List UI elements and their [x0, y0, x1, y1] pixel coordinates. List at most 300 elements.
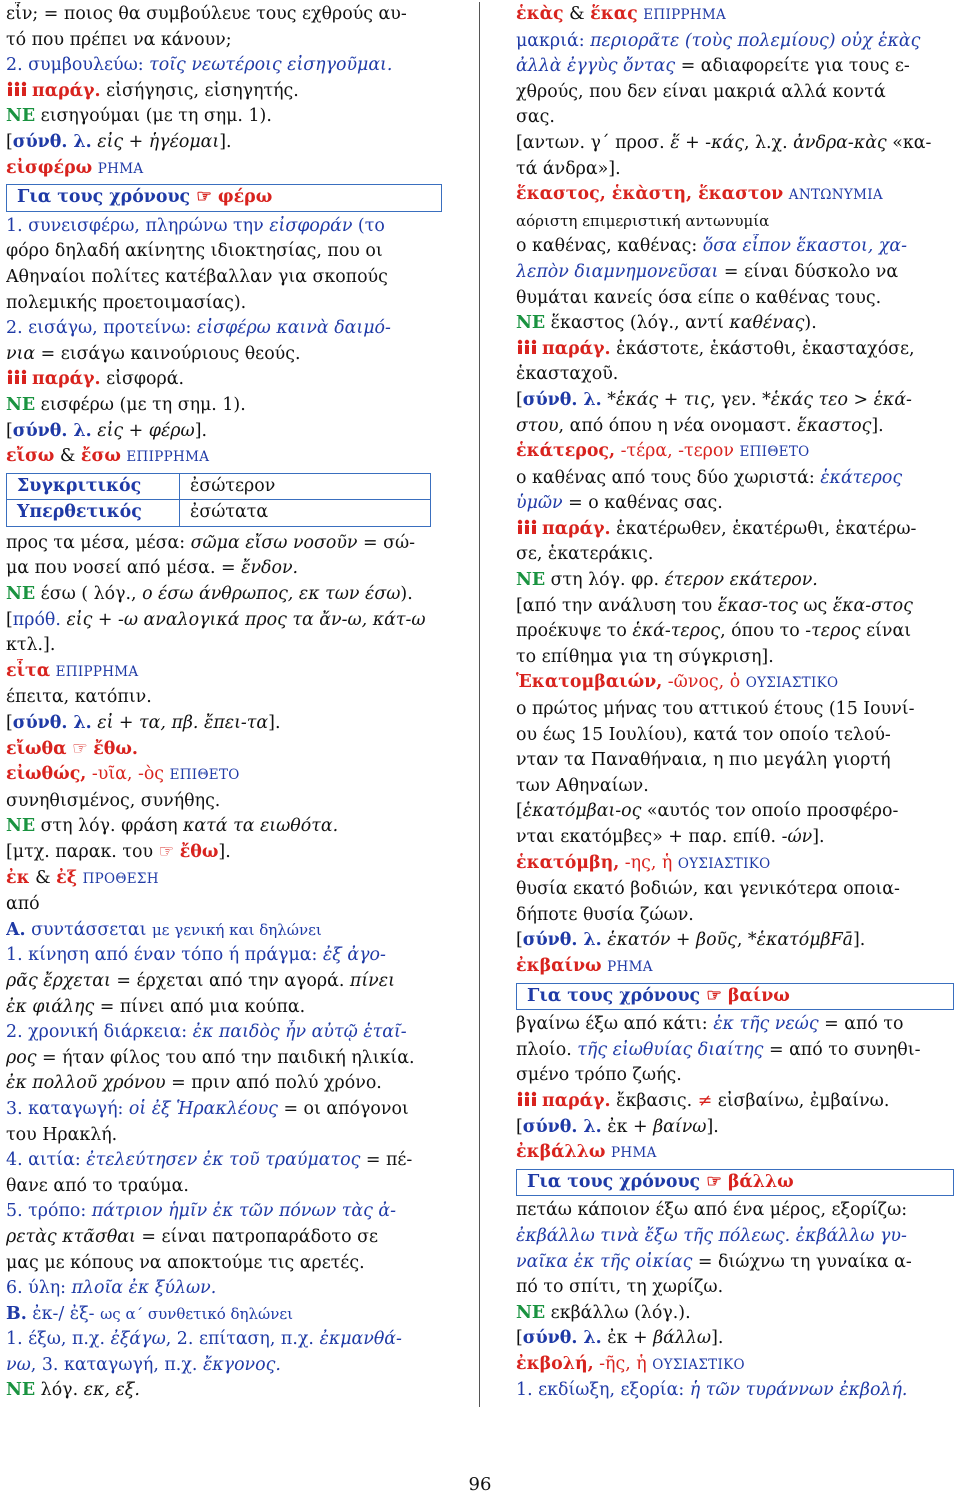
entry-line [6, 239, 442, 265]
text: πλοίο. [516, 1039, 578, 1060]
text: , όπου το [720, 621, 806, 642]
modern-greek-line [6, 393, 442, 419]
entry-line [516, 619, 954, 645]
sense-line [6, 943, 442, 969]
text: χθρούς, που δεν είναι μακριά αλλά κοντά [516, 81, 886, 102]
sense-number: 1. [516, 1380, 539, 1401]
entry-line [6, 685, 442, 711]
sense-gloss: μακριά: [516, 30, 591, 51]
example: εκ, εξ. [83, 1380, 140, 1401]
text: «αυτός τον οποίο προσφέρο- [641, 801, 899, 822]
entry-line [516, 157, 954, 183]
entry-line [6, 789, 442, 815]
example: ἐκμανθά- [319, 1329, 402, 1350]
sense-gloss: εισάγω, προτείνω: [28, 318, 197, 339]
sense-line [6, 1327, 442, 1353]
example: ο έσω άνθρωπος, εκ των έσω [142, 584, 401, 605]
modern-greek-label: ΝΕ [516, 1302, 546, 1323]
text: εἰσήγησις, εἰσηγητής. [100, 80, 299, 101]
headword-line [516, 439, 954, 466]
modern-greek-line [516, 568, 954, 594]
headword: ἐκβάλλω [516, 1142, 606, 1163]
sense-number: 5. [6, 1201, 29, 1222]
modern-greek-line [516, 1301, 954, 1327]
text: μας με κόπους να αποκτούμε τις αρετές. [6, 1252, 365, 1273]
forms: -ῶνος, ὁ [662, 672, 741, 693]
text: , γεν. * [709, 389, 771, 410]
headword-line [516, 1352, 954, 1379]
entry-line [6, 995, 442, 1021]
comparative-label: Συγκριτικός [7, 473, 180, 500]
text: προς τα μέσα, μέσα: [6, 532, 191, 553]
example: ἔκγονος. [202, 1354, 281, 1375]
sense-gloss: κίνηση από έναν τόπο ή πράγμα: [28, 945, 323, 966]
example: εἰσφέρω καινὰ δαιμό- [196, 318, 391, 339]
headword: εἰσφέρω [6, 157, 93, 178]
text: εἰς + -ω αναλογικά προς τα [60, 609, 320, 630]
entry-line [516, 105, 954, 131]
section-label: Β. [6, 1303, 27, 1324]
headword: ἑκατόμβη, [516, 852, 620, 873]
headword: ἑκάτερος, [516, 441, 616, 462]
entry-line [516, 491, 954, 517]
modern-greek-line [6, 814, 442, 840]
text: = διώχνω τη γυναίκα α- [692, 1251, 912, 1272]
headword-line [6, 866, 442, 893]
text: , 2. [165, 1329, 199, 1350]
tenses-label: Για τους χρόνους [527, 1171, 701, 1192]
derivatives-line [516, 1089, 954, 1115]
text: [αντων. γ΄ προσ. [516, 132, 671, 153]
text: ἑκασταχοῦ. [516, 364, 619, 385]
text: θανε από το τραύμα. [6, 1175, 189, 1196]
etymology-label: σύνθ. λ. [12, 420, 92, 441]
example: ἑκατόμβFā [756, 930, 854, 951]
entry-line [516, 1224, 954, 1250]
text: πετάω κάποιον έξω από ένα μέρος, εξορίζω: [516, 1200, 908, 1221]
etymology-line [516, 594, 954, 620]
text: Αθηναίοι πολίτες κατέβαλλαν για σκοπούς [6, 266, 388, 287]
text: = πίνει από μια κούπα. [94, 996, 306, 1017]
text: εἰς + φέρω [91, 420, 195, 441]
sense-line [6, 1276, 442, 1302]
text: = οι απόγονοι [277, 1098, 409, 1119]
text: [ [6, 420, 13, 441]
superlative-label: Υπερθετικός [7, 500, 180, 527]
sense-number: 4. [6, 1150, 29, 1171]
text: τό που πρέπει να κάνουν; [6, 29, 232, 50]
part-of-speech: ΕΠΙΡΡΗΜΑ [55, 663, 139, 680]
part-of-speech: ΡΗΜΑ [611, 1145, 657, 1162]
text: προέκυψε το [516, 621, 633, 642]
sense-gloss: ύλη: [28, 1278, 72, 1299]
text: εκβάλλω (λόγ.). [545, 1302, 691, 1323]
section-line [6, 918, 442, 944]
text: [ [516, 801, 523, 822]
text: & [563, 4, 591, 24]
text: [μτχ. παρακ. του [6, 842, 159, 862]
example: κάς [711, 132, 744, 153]
tenses-box [6, 184, 442, 212]
text: εισηγούμαι (με τη σημ. 1). [35, 106, 272, 127]
headword-line [6, 444, 442, 471]
part-of-speech: ΕΠΙΡΡΗΜΑ [126, 449, 210, 466]
example: ἔνδον. [241, 558, 299, 579]
derivatives-label: παράγ. [542, 1090, 611, 1111]
headword-line [516, 1140, 954, 1167]
text: είναι [860, 621, 912, 642]
entry-line [516, 903, 954, 929]
entry-line [6, 633, 442, 659]
text: + - [679, 132, 712, 153]
headword-line [516, 851, 954, 878]
forms: -υῖα, -ὸς [86, 764, 165, 785]
modern-greek-label: ΝΕ [6, 816, 36, 837]
headword: ἐκ [6, 867, 30, 888]
text: [ [6, 713, 13, 734]
headword: ἐξ [56, 867, 78, 888]
headword-line [6, 737, 442, 763]
example: οἱ ἐξ Ἡρακλέους [128, 1098, 278, 1119]
text: εἰ + τα, πβ. [91, 713, 204, 734]
derivatives-line [516, 337, 954, 363]
text: = είναι πατροπαράδοτο σε [135, 1226, 379, 1247]
text: = σώ- [357, 532, 416, 553]
entry-line [516, 1275, 954, 1301]
etymology-label: σύνθ. λ. [12, 131, 92, 152]
example: ἀνδρα-κὰς [793, 132, 887, 153]
text: ἑκατόν + [601, 930, 697, 951]
entry-line: στου, από όπου η νέα ονομαστ. ἕκαστος]. [516, 415, 884, 436]
example: ἄν-ω, κάτ-ω [319, 609, 426, 630]
example: ὅσα εἶπον ἕκαστοι, χα- [702, 236, 907, 257]
text: [από την ανάλυση του [516, 595, 718, 616]
example: ρετὰς κτᾶσθαι [6, 1226, 136, 1247]
entry-line [516, 542, 954, 568]
entry-line [6, 342, 442, 368]
modern-greek-label: ΝΕ [516, 313, 546, 334]
text: σμένο τρόπο ζωής. [516, 1065, 682, 1086]
example: νω [6, 1354, 31, 1375]
entry-line [6, 1071, 442, 1097]
text: βγαίνω έξω από κάτι: [516, 1014, 714, 1035]
etymology-line [516, 131, 954, 157]
text: δήποτε θυσία ζώων. [516, 904, 694, 925]
etymology-line: [σύνθ. λ. ἐκ + βαίνω]. [516, 1116, 719, 1137]
section-label: Α. [6, 919, 26, 940]
headword-line [516, 954, 954, 981]
text: ου έως 15 Ιουλίου), κατά τον οποίο τελού- [516, 724, 891, 745]
text: [ [516, 1328, 523, 1349]
headword: ἑκὰς [516, 4, 564, 24]
text: * [601, 389, 616, 410]
headword: ἕκαστος, ἑκὰστη, ἕκαστον [516, 184, 784, 205]
derivatives-label: παράγ. [542, 518, 611, 539]
text: εἰσβαίνω, ἐμβαίνω. [712, 1090, 890, 1111]
entry-line [516, 1038, 954, 1064]
entry-line [6, 1123, 442, 1149]
text: ο καθένας, καθένας: [516, 236, 703, 257]
entry-line [516, 54, 954, 80]
modern-greek-label: ΝΕ [6, 394, 36, 415]
text: νταν τα Παναθήναια, η πιο μεγάλη γιορτή [516, 750, 891, 771]
example: ἑκάτερος [820, 467, 903, 488]
sense-line [516, 234, 954, 260]
headword: εἶτα [6, 660, 51, 681]
sense-line [516, 29, 954, 55]
example: τοῖς νεωτέροις εἰσηγοῦμαι. [149, 55, 393, 76]
tenses-box [516, 1169, 954, 1197]
etymology-label: σύνθ. λ. [522, 389, 602, 410]
text: = εισάγω καινούριους θεούς. [35, 343, 301, 364]
example: ἀλλὰ ἐγγὺς ὄντας [516, 56, 676, 77]
text: = πριν από πολύ χρόνο. [165, 1073, 382, 1094]
entry-line [516, 774, 954, 800]
entry-line [516, 645, 954, 671]
headword: εἴωθα [6, 738, 67, 759]
part-of-speech: ΑΝΤΩΝΥΜΙΑ [788, 187, 883, 204]
part-of-speech: ΡΗΜΑ [97, 160, 144, 177]
text: αόριστη επιμεριστική αντωνυμία [516, 211, 770, 230]
example: -ών [781, 827, 813, 847]
sense-number: 1. [6, 1329, 29, 1350]
modern-greek-label: ΝΕ [6, 1380, 36, 1401]
modern-greek-label: ΝΕ [6, 106, 36, 127]
sense-line [6, 1020, 442, 1046]
example: σῶμα εἴσω νοσοῦν [190, 532, 358, 553]
sense-line [6, 531, 442, 557]
modern-greek-label: ΝΕ [6, 584, 36, 605]
example: ἑκάς τεο > ἑκά- [770, 389, 912, 410]
text: [ [516, 1116, 523, 1137]
sense-line [6, 316, 442, 342]
headword-line [516, 670, 954, 697]
text: σας. [516, 107, 555, 128]
headword: ἐκβαίνω [516, 955, 602, 976]
tenses-target: φέρω [217, 187, 273, 208]
modern-greek-line: ΝΕ ἕκαστος (λόγ., αντί καθένας). [516, 313, 817, 334]
part-of-speech: ΟΥΣΙΑΣΤΙΚΟ [745, 675, 839, 692]
headword: εἴσω [6, 446, 55, 467]
text: ἐκ-/ ἐξ- [26, 1303, 101, 1324]
part-of-speech: ΕΠΙΘΕΤΟ [169, 767, 240, 784]
etymology-line: [σύνθ. λ. εἰς + φέρω]. [6, 420, 208, 441]
sense-number: 2. [6, 1022, 29, 1043]
etymology-line [6, 608, 442, 634]
forms: -ῆς, ἡ [593, 1353, 647, 1374]
entry-line [516, 723, 954, 749]
table-row [7, 473, 431, 500]
example: ρᾶς ἔρχεται [6, 970, 111, 991]
example: βάλλω [653, 1328, 712, 1349]
text: στη λόγ. φρ. [545, 570, 665, 591]
entry-line [516, 286, 954, 312]
entry-line [516, 697, 954, 723]
left-column [6, 2, 442, 1404]
example: περιορᾶτε (τοὺς πολεμίους) οὐχ ἑκὰς [590, 30, 921, 51]
derivatives-line [516, 517, 954, 543]
entry-line [516, 1063, 954, 1089]
text: με γενική και δηλώνει [151, 920, 322, 939]
example: ἐξάγω [110, 1329, 166, 1350]
text: = ήταν φίλος του από την παιδική ηλικία. [36, 1047, 415, 1068]
entry-line [6, 1225, 442, 1251]
text: (το [352, 215, 385, 236]
text: [ [516, 389, 523, 410]
text: = πέ- [360, 1150, 413, 1171]
entry-line [516, 209, 954, 235]
text: ἑκάστοτε, ἑκάστοθι, ἑκασταχόσε, [610, 338, 915, 359]
etymology-label: πρόθ. [12, 609, 61, 630]
part-of-speech: ΟΥΣΙΑΣΤΙΚΟ [652, 1356, 745, 1373]
entry-line [6, 969, 442, 995]
example: κατά τα ειωθότα. [183, 816, 339, 837]
text: ως [797, 595, 833, 616]
example: ὑμῶν [516, 493, 563, 514]
pointing-hand-icon: ☞ [196, 187, 212, 208]
sense-line [6, 1148, 442, 1174]
pointing-hand-icon: ☞ [706, 985, 722, 1006]
superlative-value: ἐσώτατα [180, 500, 431, 527]
sense-gloss: τρόπο: [28, 1201, 92, 1222]
tenses-label: Για τους χρόνους [527, 985, 701, 1006]
derivatives-people-icon [516, 339, 538, 355]
entry-line [6, 556, 442, 582]
entry-line [516, 1198, 954, 1224]
text: κτλ.]. [6, 635, 56, 656]
entry-line [516, 362, 954, 388]
text: θυσία εκατό βοδιών, και γενικότερα οποια- [516, 879, 900, 900]
example: ρος [6, 1047, 37, 1068]
example: ἕκαστος [797, 415, 872, 436]
example: στου [516, 415, 559, 436]
text: στη λόγ. φράση [35, 816, 184, 837]
text: «κα- [886, 132, 932, 153]
modern-greek-line [6, 1378, 442, 1404]
sense-line [516, 466, 954, 492]
text: ἑκατέρωθεν, ἑκατέρωθι, ἑκατέρω- [610, 518, 917, 539]
example: βαίνω [653, 1116, 707, 1137]
derivatives-people-icon [516, 519, 538, 535]
headword: Ἑκατομβαιών, [516, 672, 663, 693]
section-line [6, 1302, 442, 1328]
headword-line [6, 156, 442, 183]
text: έπειτα, κατόπιν. [6, 687, 152, 708]
entry-line [6, 892, 442, 918]
entry-line [6, 1046, 442, 1072]
example: καθένας [729, 313, 805, 334]
sense-line [6, 1199, 442, 1225]
part-of-speech: ΕΠΙΡΡΗΜΑ [643, 7, 727, 23]
comparative-value: ἐσώτερον [180, 473, 431, 500]
example: νια [6, 343, 36, 364]
headword: εἰωθώς, [6, 764, 87, 785]
text: το επίθημα για τη σύγκριση]. [516, 646, 774, 667]
text: εἰσφορά. [100, 369, 184, 390]
entry-line [6, 1251, 442, 1277]
text: εἶν; = ποιος θα συμβούλευε τους εχθρούς αυ- [6, 4, 407, 24]
modern-greek-line [6, 104, 442, 130]
derivatives-people-icon [6, 369, 28, 385]
sense-line [516, 1378, 954, 1404]
example: έτερον εκάτερον. [664, 570, 818, 591]
derivatives-line [6, 367, 442, 393]
example: ἑκάς + τις [615, 389, 710, 410]
derivatives-label: παράγ. [32, 80, 101, 101]
etymology-line: [σύνθ. λ. εἰ + τα, πβ. ἔπει-τα]. [6, 713, 281, 734]
table-row [7, 500, 431, 527]
sense-line [6, 53, 442, 79]
etymology-line: [σύνθ. λ. ἐκ + βάλλω]. [516, 1328, 724, 1349]
etymology-label: σύνθ. λ. [522, 1328, 602, 1349]
text: 1. συνεισφέρω, πληρώνω την [6, 215, 270, 236]
example: -τερος [805, 621, 861, 642]
example: ἐκ τῆς νεώς [713, 1014, 819, 1035]
text: επίταση, π.χ. [198, 1329, 320, 1350]
headword: ἕκας [590, 4, 638, 24]
sense-number: 3. [6, 1098, 29, 1119]
forms: -τέρα, -τερον [615, 441, 734, 462]
sense-line [6, 214, 442, 240]
example: τῆς εἰωθυίας διαίτης [577, 1039, 764, 1060]
etymology-label: σύνθ. λ. [522, 1116, 602, 1137]
text: , 3. [30, 1354, 64, 1375]
example: λεπὸν διαμνημονεῦσαι [516, 261, 719, 282]
tenses-target: βάλλω [727, 1171, 794, 1192]
entry-line [516, 877, 954, 903]
example: ἐξ ἀγο- [322, 945, 386, 966]
example: εἰσφοράν [269, 215, 353, 236]
example: ἐκ παιδὸς ἦν αὐτῷ ἑταῖ- [192, 1022, 407, 1043]
tenses-label: Για τους χρόνους [17, 187, 191, 208]
etymology-line [516, 799, 954, 825]
headword: ἐκβολή, [516, 1353, 594, 1374]
example: πλοῖα ἐκ ξύλων. [71, 1278, 217, 1299]
sense-gloss: εκδίωξη, εξορία: [538, 1380, 690, 1401]
sense-gloss: αιτία: [28, 1150, 87, 1171]
example: ἡ τῶν τυράννων ἐκβολή. [689, 1380, 908, 1401]
text: έσω ( λόγ., [35, 584, 143, 605]
text: , λ.χ. [743, 132, 794, 153]
text: συντάσσεται [25, 919, 152, 940]
text: = έρχεται από την αγορά. [110, 970, 350, 991]
pointing-hand-icon: ☞ [706, 1171, 722, 1192]
text: τά άνδρα»]. [516, 158, 621, 179]
text: ο καθένας από τους δύο χωριστά: [516, 467, 821, 488]
text: λόγ. [35, 1380, 84, 1401]
example: βοῦς [696, 930, 737, 951]
text: , από όπου η νέα ονομαστ. [558, 415, 798, 436]
entry-line [6, 265, 442, 291]
not-equal-sign: ≠ [697, 1090, 713, 1111]
headword-line [6, 762, 442, 789]
text: [ [516, 930, 523, 951]
text: = από το [818, 1014, 904, 1035]
sense-number: 2. [6, 55, 29, 76]
text: ἐκ + [601, 1328, 654, 1349]
text: & [29, 867, 57, 888]
text: & [54, 446, 81, 467]
etymology-line [516, 388, 954, 414]
modern-greek-line: ΝΕ έσω ( λόγ., ο έσω άνθρωπος, εκ των έσω). [6, 584, 413, 605]
example: ἐκβάλλω τινὰ ἔξω τῆς πόλεως. ἐκβάλλω γυ- [516, 1225, 907, 1246]
example: πάτριον ἡμῖν ἐκ τῶν πόνων τὰς ἀ- [91, 1201, 396, 1222]
text: θυμάται κανείς όσα είπε ο καθένας τους. [516, 287, 882, 308]
text: ο πρώτος μήνας του αττικού έτους (15 Ιουνί- [516, 699, 915, 720]
example: πίνει [349, 970, 395, 991]
example: ἕκασ-τος [717, 595, 798, 616]
text: ως α΄ συνθετικό δηλώνει [100, 1304, 294, 1323]
